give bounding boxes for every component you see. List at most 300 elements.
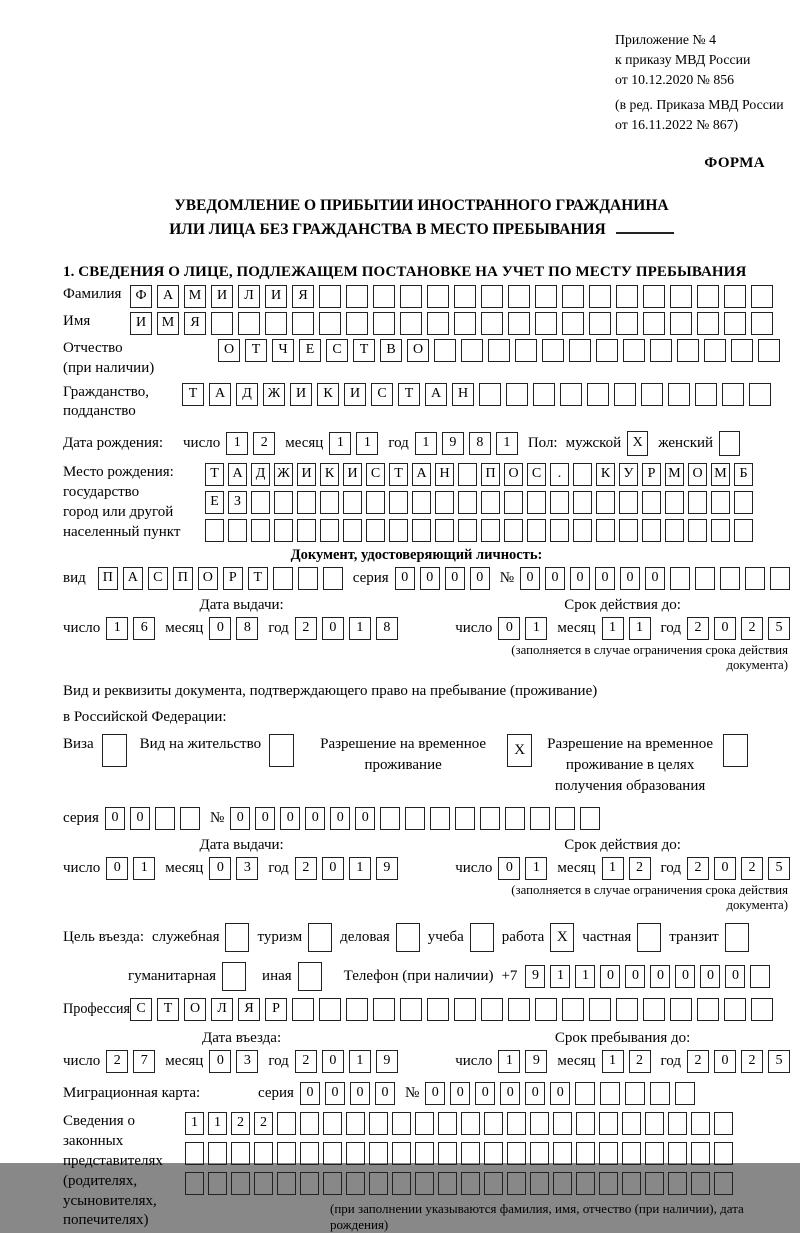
char-cell — [251, 491, 270, 514]
firstname-cells — [130, 312, 773, 335]
char-cell: Ж — [274, 463, 293, 486]
char-cell: 0 — [550, 1082, 570, 1105]
char-cell — [758, 339, 780, 362]
char-cell: 1 — [349, 857, 371, 880]
series-label: серия — [63, 810, 99, 827]
char-cell: 1 — [602, 857, 624, 880]
char-cell — [277, 1172, 296, 1195]
char-cell — [343, 491, 362, 514]
res-issue-year-cells — [295, 857, 398, 880]
birth-month-cells — [329, 432, 378, 455]
char-cell: 0 — [700, 965, 720, 988]
appendix-line: Приложение № 4 — [615, 32, 717, 47]
char-cell: И — [265, 285, 287, 308]
char-cell: 9 — [376, 857, 398, 880]
birth-place-cells-row3 — [205, 519, 753, 542]
char-cell: М — [711, 463, 730, 486]
char-cell: 0 — [500, 1082, 520, 1105]
char-cell: Д — [251, 463, 270, 486]
char-cell — [438, 1142, 457, 1165]
doc-number-cells — [520, 567, 790, 590]
char-cell: 0 — [325, 1082, 345, 1105]
char-cell — [580, 807, 600, 830]
issue-day-cells — [106, 617, 155, 640]
char-cell: 9 — [376, 1050, 398, 1073]
purpose-private-label: частная — [582, 929, 632, 946]
char-cell: О — [504, 463, 523, 486]
char-cell — [675, 1082, 695, 1105]
char-cell: 0 — [450, 1082, 470, 1105]
char-cell: 2 — [295, 617, 317, 640]
residence-number-cells — [230, 807, 600, 830]
char-cell — [479, 383, 501, 406]
char-cell — [319, 998, 341, 1021]
char-cell: 2 — [741, 617, 763, 640]
residence-permit-label: Вид на жительство — [139, 736, 262, 753]
char-cell — [434, 339, 456, 362]
field-surname — [63, 285, 790, 308]
char-cell: 1 — [629, 617, 651, 640]
surname-label: Фамилия — [63, 286, 122, 303]
char-cell: П — [98, 567, 118, 590]
char-cell: 0 — [595, 567, 615, 590]
identity-doc-row — [63, 567, 790, 590]
char-cell — [273, 567, 293, 590]
char-cell — [461, 1142, 480, 1165]
char-cell — [389, 491, 408, 514]
char-cell: К — [320, 463, 339, 486]
title-underline — [616, 220, 674, 234]
char-cell: О — [198, 567, 218, 590]
char-cell — [277, 1112, 296, 1135]
doc-series-cells — [395, 567, 490, 590]
char-cell — [185, 1142, 204, 1165]
char-cell — [238, 312, 260, 335]
char-cell — [562, 312, 584, 335]
char-cell — [297, 491, 316, 514]
char-cell: 1 — [226, 432, 248, 455]
char-cell: 2 — [106, 1050, 128, 1073]
form-title — [63, 194, 780, 242]
char-cell — [616, 312, 638, 335]
char-cell: 0 — [300, 1082, 320, 1105]
identity-doc-footnote: (заполняется в случае ограничения срока действия документа) — [511, 643, 788, 673]
char-cell: 1 — [602, 617, 624, 640]
representatives-label: попечителях) — [63, 1212, 149, 1229]
char-cell: 2 — [295, 1050, 317, 1073]
char-cell: О — [407, 339, 429, 362]
char-cell: 0 — [355, 807, 375, 830]
char-cell — [569, 339, 591, 362]
char-cell — [697, 312, 719, 335]
year-label: год — [268, 1053, 289, 1070]
char-cell: Т — [353, 339, 375, 362]
char-cell — [412, 519, 431, 542]
char-cell: 2 — [629, 1050, 651, 1073]
char-cell — [697, 285, 719, 308]
char-cell: 0 — [106, 857, 128, 880]
char-cell: 0 — [645, 567, 665, 590]
char-cell: 9 — [525, 965, 545, 988]
sex-male-label: мужской — [565, 435, 622, 452]
representatives-label: законных — [63, 1133, 124, 1150]
entry-date-caption: Дата въезда: — [202, 1030, 282, 1047]
char-cell — [530, 1142, 549, 1165]
char-cell: Т — [398, 383, 420, 406]
citizenship-cells — [182, 383, 771, 406]
char-cell — [415, 1142, 434, 1165]
char-cell: 0 — [322, 617, 344, 640]
char-cell — [645, 1142, 664, 1165]
char-cell: 0 — [330, 807, 350, 830]
char-cell: 5 — [768, 617, 790, 640]
char-cell — [435, 491, 454, 514]
char-cell — [530, 1172, 549, 1195]
char-cell — [484, 1142, 503, 1165]
char-cell — [668, 1142, 687, 1165]
char-cell: 8 — [376, 617, 398, 640]
char-cell — [711, 491, 730, 514]
char-cell — [400, 285, 422, 308]
entry-stay-dates — [63, 1030, 790, 1073]
char-cell: И — [211, 285, 233, 308]
char-cell — [211, 312, 233, 335]
char-cell — [697, 998, 719, 1021]
stay-year-cells — [687, 1050, 790, 1073]
char-cell — [481, 998, 503, 1021]
char-cell — [346, 1172, 365, 1195]
char-cell: Я — [292, 285, 314, 308]
purpose-transit — [669, 923, 748, 952]
purpose-other-checkbox — [298, 962, 322, 991]
char-cell: 1 — [525, 857, 547, 880]
representatives-cells-row1 — [185, 1112, 790, 1135]
char-cell: М — [184, 285, 206, 308]
char-cell: 0 — [498, 857, 520, 880]
char-cell — [369, 1172, 388, 1195]
char-cell — [650, 339, 672, 362]
char-cell — [454, 285, 476, 308]
residence-doc-intro1: Вид и реквизиты документа, подтверждающего право на пребывание (проживание) — [63, 683, 598, 700]
char-cell — [323, 1112, 342, 1135]
char-cell — [751, 998, 773, 1021]
doc-type-label: вид — [63, 570, 86, 587]
char-cell: 5 — [768, 1050, 790, 1073]
char-cell — [454, 998, 476, 1021]
valid-month-cells — [602, 617, 651, 640]
res-valid-month-cells — [602, 857, 651, 880]
char-cell: Ж — [263, 383, 285, 406]
purpose-business-label: деловая — [340, 929, 390, 946]
char-cell: 0 — [520, 567, 540, 590]
char-cell — [369, 1112, 388, 1135]
char-cell — [323, 567, 343, 590]
char-cell — [292, 312, 314, 335]
birth-place-label: город или другой — [63, 503, 174, 520]
field-birth-place — [63, 463, 790, 542]
char-cell — [670, 998, 692, 1021]
char-cell: 0 — [105, 807, 125, 830]
profession-label: Профессия — [63, 1001, 130, 1018]
char-cell: И — [343, 463, 362, 486]
series-label: серия — [352, 570, 389, 587]
patronymic-cells — [218, 339, 780, 362]
char-cell: 1 — [329, 432, 351, 455]
char-cell — [319, 285, 341, 308]
char-cell: 0 — [209, 857, 231, 880]
char-cell: 1 — [498, 1050, 520, 1073]
char-cell: Т — [389, 463, 408, 486]
res-issue-month-cells — [209, 857, 258, 880]
form-title-line2: ИЛИ ЛИЦА БЕЗ ГРАЖДАНСТВА В МЕСТО ПРЕБЫВАНИЯ — [63, 218, 780, 242]
char-cell — [435, 519, 454, 542]
char-cell — [458, 491, 477, 514]
char-cell — [622, 1142, 641, 1165]
char-cell — [724, 285, 746, 308]
entry-purpose-label: Цель въезда: — [63, 929, 144, 946]
char-cell: Н — [452, 383, 474, 406]
char-cell — [300, 1112, 319, 1135]
year-label: год — [268, 620, 289, 637]
char-cell — [484, 1112, 503, 1135]
char-cell — [749, 383, 771, 406]
char-cell: 2 — [253, 432, 275, 455]
char-cell — [770, 567, 790, 590]
char-cell — [369, 1142, 388, 1165]
series-label: серия — [258, 1085, 294, 1102]
char-cell — [320, 519, 339, 542]
char-cell — [614, 383, 636, 406]
char-cell — [553, 1112, 572, 1135]
char-cell — [346, 312, 368, 335]
char-cell — [392, 1172, 411, 1195]
char-cell: Я — [238, 998, 260, 1021]
phone-cells — [525, 965, 770, 988]
month-label: месяц — [165, 1053, 204, 1070]
birth-day-cells — [226, 432, 275, 455]
char-cell — [430, 807, 450, 830]
char-cell: Т — [248, 567, 268, 590]
day-label: число — [455, 1053, 493, 1070]
char-cell: М — [157, 312, 179, 335]
char-cell — [691, 1112, 710, 1135]
residence-doc-dates — [63, 837, 790, 913]
visa-label: Виза — [63, 736, 94, 753]
char-cell — [488, 339, 510, 362]
char-cell — [596, 519, 615, 542]
birth-place-label: населенный пункт — [63, 523, 181, 540]
char-cell — [251, 519, 270, 542]
char-cell: 9 — [442, 432, 464, 455]
char-cell — [480, 807, 500, 830]
char-cell — [550, 519, 569, 542]
char-cell — [587, 383, 609, 406]
char-cell: 0 — [425, 1082, 445, 1105]
char-cell — [714, 1142, 733, 1165]
char-cell — [562, 285, 584, 308]
char-cell: 0 — [650, 965, 670, 988]
purpose-official — [152, 923, 250, 952]
field-birth-date — [63, 431, 790, 456]
char-cell: 0 — [375, 1082, 395, 1105]
char-cell — [589, 998, 611, 1021]
char-cell: 8 — [469, 432, 491, 455]
char-cell — [596, 339, 618, 362]
char-cell: 5 — [768, 857, 790, 880]
char-cell: 0 — [322, 1050, 344, 1073]
char-cell — [711, 519, 730, 542]
char-cell: Б — [734, 463, 753, 486]
patronymic-label-note: (при наличии) — [63, 359, 155, 376]
char-cell — [507, 1172, 526, 1195]
char-cell: 0 — [209, 617, 231, 640]
char-cell — [575, 1082, 595, 1105]
char-cell — [573, 519, 592, 542]
char-cell — [714, 1172, 733, 1195]
number-label: № — [404, 1085, 420, 1102]
char-cell: 0 — [725, 965, 745, 988]
char-cell — [455, 807, 475, 830]
char-cell — [670, 285, 692, 308]
char-cell — [691, 1172, 710, 1195]
char-cell: А — [157, 285, 179, 308]
char-cell — [562, 998, 584, 1021]
representatives-label: Сведения о — [63, 1113, 135, 1130]
char-cell — [298, 567, 318, 590]
char-cell: 7 — [133, 1050, 155, 1073]
char-cell: Ч — [272, 339, 294, 362]
day-label: число — [63, 860, 101, 877]
char-cell — [688, 491, 707, 514]
section1-heading: 1. СВЕДЕНИЯ О ЛИЦЕ, ПОДЛЕЖАЩЕМ ПОСТАНОВКЕ НА УЧЕТ ПО МЕСТУ ПРЕБЫВАНИЯ — [63, 264, 747, 281]
char-cell — [180, 807, 200, 830]
char-cell — [185, 1172, 204, 1195]
char-cell: 1 — [106, 617, 128, 640]
char-cell: О — [688, 463, 707, 486]
char-cell — [454, 312, 476, 335]
char-cell — [642, 491, 661, 514]
char-cell — [205, 519, 224, 542]
field-citizenship — [63, 383, 790, 423]
char-cell — [392, 1142, 411, 1165]
char-cell: 0 — [525, 1082, 545, 1105]
valid-until-caption: Срок действия до: — [564, 597, 681, 614]
issue-date-caption: Дата выдачи: — [199, 597, 284, 614]
char-cell — [481, 285, 503, 308]
char-cell — [300, 1172, 319, 1195]
char-cell — [504, 491, 523, 514]
char-cell: Т — [245, 339, 267, 362]
char-cell: 1 — [525, 617, 547, 640]
char-cell — [461, 1112, 480, 1135]
char-cell — [415, 1172, 434, 1195]
char-cell: 0 — [445, 567, 465, 590]
char-cell — [323, 1172, 342, 1195]
year-label: год — [660, 1053, 681, 1070]
char-cell — [724, 998, 746, 1021]
char-cell: 0 — [280, 807, 300, 830]
char-cell — [619, 491, 638, 514]
char-cell — [535, 312, 557, 335]
purpose-study-checkbox — [470, 923, 494, 952]
char-cell: Д — [236, 383, 258, 406]
char-cell — [734, 491, 753, 514]
purpose-private — [582, 923, 661, 952]
char-cell: 0 — [470, 567, 490, 590]
appendix-line: от 10.12.2020 № 856 — [615, 72, 735, 87]
char-cell: 0 — [395, 567, 415, 590]
patronymic-label: Отчество — [63, 340, 123, 357]
sex-label: Пол: — [527, 435, 558, 452]
surname-cells — [130, 285, 773, 308]
year-label: год — [268, 860, 289, 877]
purpose-study — [428, 923, 494, 952]
char-cell — [535, 998, 557, 1021]
representatives-cells-row3 — [185, 1172, 790, 1195]
char-cell: С — [326, 339, 348, 362]
valid-until-caption: Срок действия до: — [564, 837, 681, 854]
char-cell — [650, 1082, 670, 1105]
char-cell — [722, 383, 744, 406]
char-cell — [731, 339, 753, 362]
char-cell — [508, 998, 530, 1021]
char-cell: 0 — [625, 965, 645, 988]
char-cell: 0 — [600, 965, 620, 988]
month-label: месяц — [165, 860, 204, 877]
char-cell — [576, 1142, 595, 1165]
char-cell — [208, 1172, 227, 1195]
purpose-work — [502, 923, 575, 952]
char-cell: 2 — [687, 857, 709, 880]
char-cell — [724, 312, 746, 335]
char-cell: 1 — [415, 432, 437, 455]
char-cell — [695, 383, 717, 406]
char-cell — [254, 1142, 273, 1165]
char-cell — [704, 339, 726, 362]
char-cell: И — [130, 312, 152, 335]
char-cell — [373, 285, 395, 308]
char-cell — [506, 383, 528, 406]
temp-residence-checkbox: X — [507, 734, 532, 767]
char-cell: 6 — [133, 617, 155, 640]
char-cell — [530, 807, 550, 830]
char-cell — [751, 285, 773, 308]
char-cell — [505, 807, 525, 830]
char-cell: 0 — [209, 1050, 231, 1073]
char-cell — [508, 312, 530, 335]
char-cell — [616, 285, 638, 308]
residence-option-rvp-education — [545, 734, 748, 797]
char-cell — [619, 519, 638, 542]
char-cell: 1 — [550, 965, 570, 988]
char-cell: 1 — [185, 1112, 204, 1135]
day-label: число — [455, 860, 493, 877]
char-cell: У — [619, 463, 638, 486]
char-cell — [458, 519, 477, 542]
char-cell — [714, 1112, 733, 1135]
year-label: год — [660, 860, 681, 877]
char-cell: 0 — [714, 617, 736, 640]
char-cell — [734, 519, 753, 542]
char-cell: И — [297, 463, 316, 486]
char-cell — [550, 491, 569, 514]
char-cell: С — [130, 998, 152, 1021]
purpose-tourism-label: туризм — [257, 929, 303, 946]
representatives-footnote: (при заполнении указываются фамилия, имя, отчество (при наличии), дата рождения) — [330, 1201, 744, 1233]
char-cell: Ф — [130, 285, 152, 308]
char-cell: П — [481, 463, 500, 486]
char-cell — [691, 1142, 710, 1165]
